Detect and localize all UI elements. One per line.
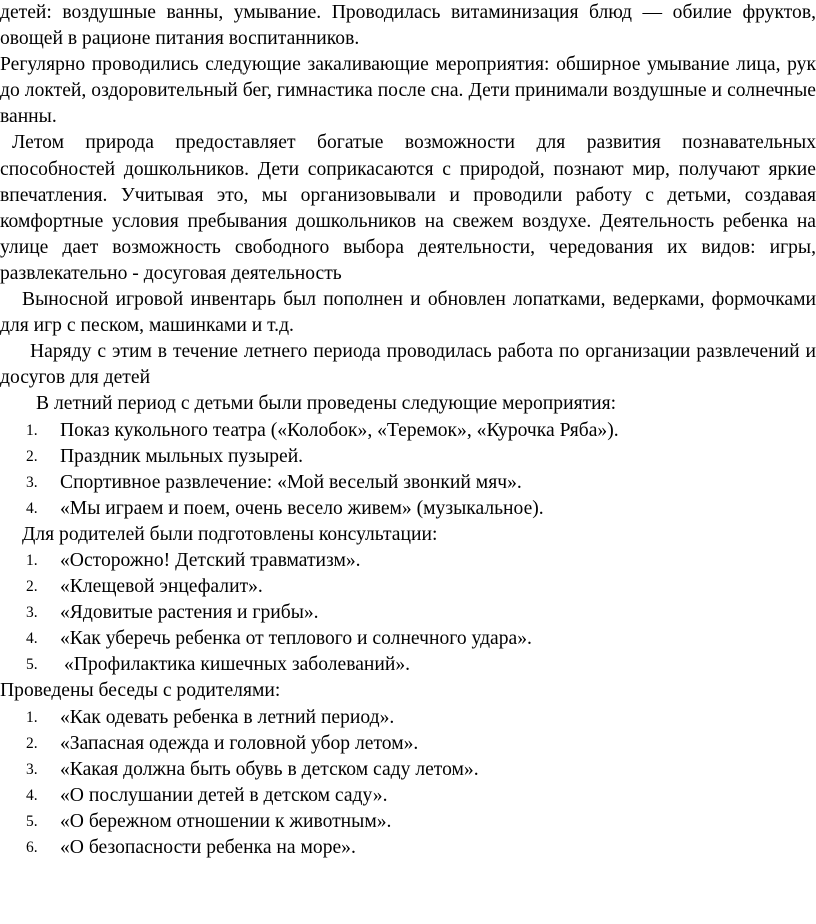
- paragraph-entertainment: Наряду с этим в течение летнего периода проводилась работа по организации развлечений и досугов для детей: [0, 341, 816, 389]
- list-item: [0, 731, 816, 757]
- consultations-list: [0, 548, 816, 678]
- list-item: [0, 757, 816, 783]
- list-item: [0, 496, 816, 522]
- list-number: 2.: [26, 447, 38, 465]
- list-number: 1.: [26, 421, 38, 439]
- list-number: 3.: [26, 604, 38, 622]
- list-item: [0, 418, 816, 444]
- paragraph-consultations-intro: Для родителей были подготовлены консультации:: [22, 523, 438, 545]
- list-number: 4.: [26, 499, 38, 517]
- list-text: Показ кукольного театра («Колобок», «Теремок», «Курочка Ряба»).: [60, 419, 619, 441]
- paragraph-vitamins: детей: воздушные ванны, умывание. Проводилась витаминизация блюд — обилие фруктов, овощей в рационе питания воспитанников.: [0, 2, 816, 50]
- list-text: «Как одевать ребенка в летний период».: [60, 706, 395, 728]
- list-text: Спортивное развлечение: «Мой веселый звонкий мяч».: [60, 471, 522, 493]
- paragraph-talks-intro: Проведены беседы с родителями:: [0, 680, 281, 702]
- paragraph-nature: Летом природа предоставляет богатые возможности для развития познавательных способностей дошкольников. Дети соприкасаются с природой, познают мир, получают яркие впечатления. Учитывая это, мы организовывали и проводили работу с детьми, создавая комфортные условия пребывания дошкольников на свежем воздухе. Деятельность ребенка на улице дает возможность свободного выбора деятельности, чередования их видов: игры, развлекательно - досуговая деятельность: [0, 132, 816, 284]
- list-number: 1.: [26, 551, 38, 569]
- list-text: «Какая должна быть обувь в детском саду летом».: [60, 758, 479, 780]
- list-item: [0, 705, 816, 731]
- list-item: [0, 548, 816, 574]
- list-number: 2.: [26, 734, 38, 752]
- list-item: [0, 444, 816, 470]
- list-number: 1.: [26, 708, 38, 726]
- list-text: «Как уберечь ребенка от теплового и солнечного удара».: [60, 628, 532, 650]
- events-list: [0, 418, 816, 522]
- list-item: [0, 470, 816, 496]
- list-number: 4.: [26, 630, 38, 648]
- list-number: 2.: [26, 578, 38, 596]
- list-number: 5.: [26, 812, 38, 830]
- list-number: 4.: [26, 786, 38, 804]
- list-number: 5.: [26, 656, 38, 674]
- paragraph-events-intro: В летний период с детьми были проведены следующие мероприятия:: [36, 393, 617, 415]
- list-text: «Клещевой энцефалит».: [60, 576, 263, 598]
- list-item: [0, 652, 816, 678]
- list-number: 3.: [26, 760, 38, 778]
- paragraph-hardening: Регулярно проводились следующие закаливающие мероприятия: обширное умывание лица, рук до локтей, оздоровительный бег, гимнастика после сна. Дети принимали воздушные и солнечные ванны.: [0, 54, 816, 128]
- list-text: «О послушании детей в детском саду».: [60, 784, 388, 806]
- list-item: [0, 626, 816, 652]
- list-item: [0, 783, 816, 809]
- list-item: [0, 809, 816, 835]
- list-text: «Осторожно! Детский травматизм».: [60, 549, 361, 571]
- list-text: «Запасная одежда и головной убор летом».: [60, 732, 419, 754]
- list-number: 3.: [26, 473, 38, 491]
- list-text: «Ядовитые растения и грибы».: [60, 602, 319, 624]
- talks-list: [0, 705, 816, 862]
- list-text: «Профилактика кишечных заболеваний».: [64, 654, 411, 676]
- list-text: «Мы играем и поем, очень весело живем» (музыкальное).: [60, 497, 544, 519]
- list-item: [0, 835, 816, 861]
- list-text: «О бережном отношении к животным».: [60, 810, 392, 832]
- list-number: 6.: [26, 839, 38, 856]
- list-text: «О безопасности ребенка на море».: [60, 837, 356, 858]
- list-text: Праздник мыльных пузырей.: [60, 445, 304, 467]
- list-item: [0, 574, 816, 600]
- paragraph-inventory: Выносной игровой инвентарь был пополнен и обновлен лопатками, ведерками, формочками для игр с песком, машинками и т.д.: [0, 289, 816, 337]
- list-item: [0, 600, 816, 626]
